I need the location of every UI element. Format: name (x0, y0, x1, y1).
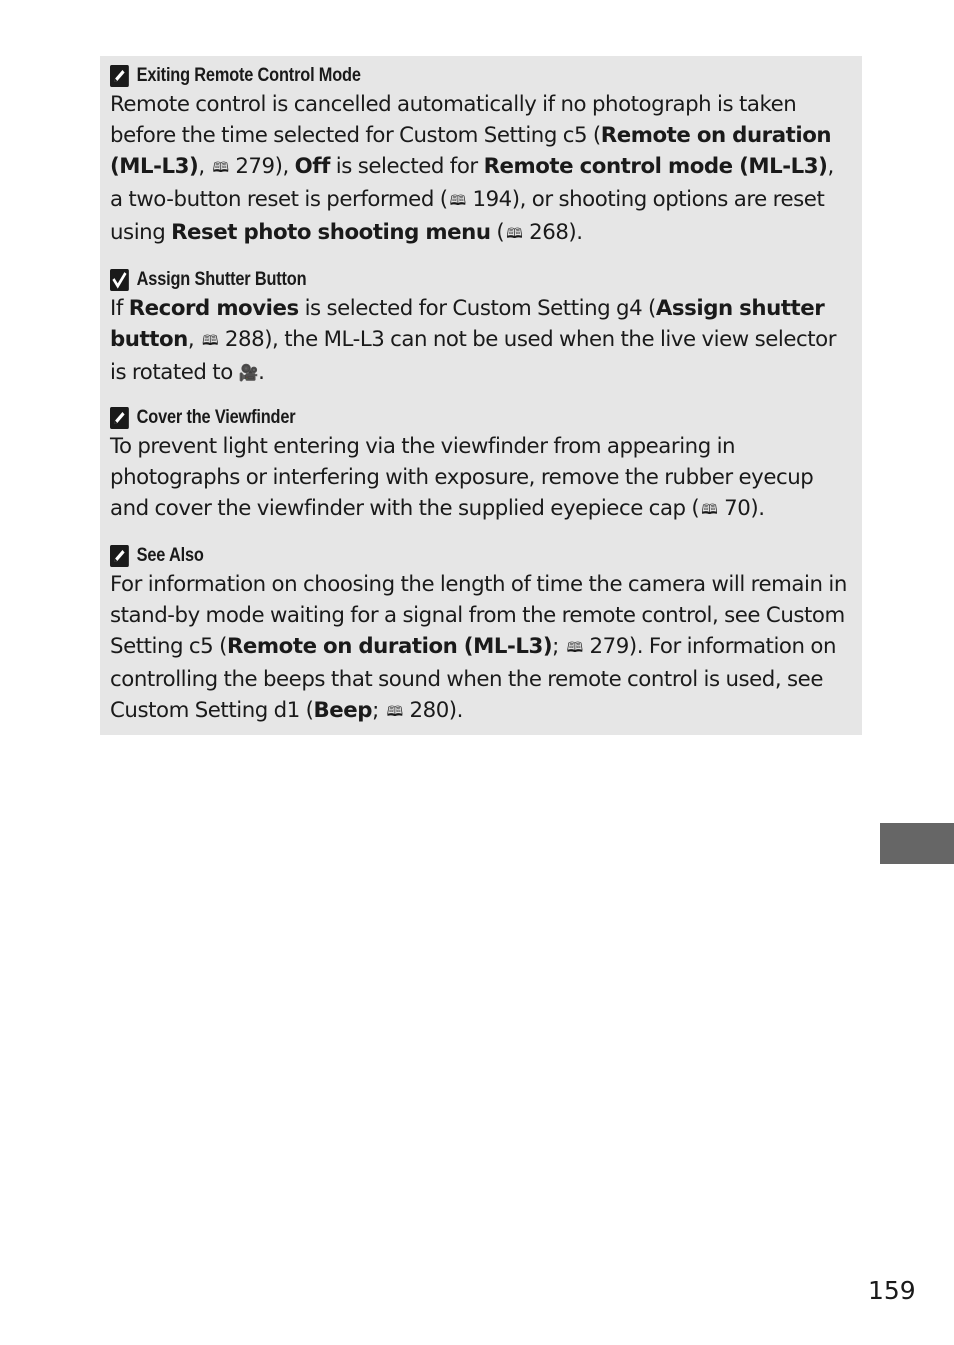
note-heading (110, 62, 748, 89)
book-reference-icon: 🕮 (386, 704, 403, 720)
bold-term: Off (294, 154, 330, 179)
book-reference-icon: 🕮 (506, 226, 523, 242)
text-run: 194), or shooting options are reset using (110, 187, 825, 245)
book-reference-icon: 🕮 (566, 640, 583, 656)
note-heading (110, 404, 748, 431)
note-title: Assign Shutter Button (136, 268, 307, 290)
note-heading (110, 542, 748, 569)
text-run: 288), the ML-L3 can not be used when the live view selector is rotated to (110, 327, 837, 385)
text-run: ; (552, 634, 565, 659)
pencil-note-icon (110, 65, 129, 87)
note-body (110, 293, 852, 388)
note-title: Exiting Remote Control Mode (136, 64, 361, 86)
bold-term: Reset photo shooting menu (171, 220, 491, 245)
note-title: Cover the Viewfinder (136, 406, 296, 428)
text-run: ; (372, 698, 385, 723)
text-run: is selected for (329, 154, 484, 179)
bold-term: Remote control mode (ML-L3) (483, 154, 828, 179)
note-cover-the-viewfinder (110, 404, 852, 526)
text-run: 279), (229, 154, 295, 179)
notes-box (100, 56, 862, 735)
text-run: is selected for Custom Setting g4 ( (298, 296, 656, 321)
book-reference-icon: 🕮 (449, 193, 466, 209)
section-thumb-tab (880, 823, 954, 864)
bold-term: Remote on duration (ML-L3) (110, 123, 832, 179)
note-heading (110, 266, 748, 293)
bold-term: Beep (313, 698, 373, 723)
pencil-note-icon (110, 407, 129, 429)
text-run: 268). (523, 220, 583, 245)
text-run: , a two-button reset is performed ( (110, 154, 834, 212)
text-run: 280). (403, 698, 463, 723)
bold-term: Assign shutter button (110, 296, 825, 352)
pencil-note-icon (110, 545, 129, 567)
text-run: 70). (718, 496, 765, 521)
caution-check-icon (110, 269, 129, 291)
text-run: . (258, 360, 265, 385)
note-see-also (110, 542, 852, 728)
text-run: For information on choosing the length of time the camera will remain in stand-by mode waiting for a signal from the remote control, see Custom Setting c5 ( (110, 572, 847, 659)
text-run: To prevent light entering via the viewfinder from appearing in photographs or interfering with exposure, remove the rubber eyecup and cover the viewfinder with the supplied eyepiece cap ( (110, 434, 814, 521)
book-reference-icon: 🕮 (212, 160, 229, 176)
bold-term: Record movies (128, 296, 299, 321)
page-number: 159 (868, 1276, 916, 1305)
book-reference-icon: 🕮 (202, 333, 219, 349)
note-body (110, 569, 852, 728)
bold-term: Remote on duration (ML-L3) (226, 634, 553, 659)
text-run: Remote control is cancelled automatically if no photograph is taken before the time selected for Custom Setting c5 ( (110, 92, 797, 148)
text-run: 279). For information on controlling the beeps that sound when the remote control is used, see Custom Setting d1 ( (110, 634, 836, 723)
text-run: , (187, 327, 201, 352)
text-run: ( (490, 220, 505, 245)
note-body (110, 431, 852, 526)
book-reference-icon: 🕮 (701, 502, 718, 518)
note-exiting-remote-control-mode (110, 62, 852, 250)
note-assign-shutter-button (110, 266, 852, 388)
note-body (110, 89, 852, 250)
text-run: If (110, 296, 129, 321)
note-title: See Also (136, 544, 204, 566)
text-run: , (198, 154, 211, 179)
movie-camera-icon: 🎥 (238, 363, 259, 382)
